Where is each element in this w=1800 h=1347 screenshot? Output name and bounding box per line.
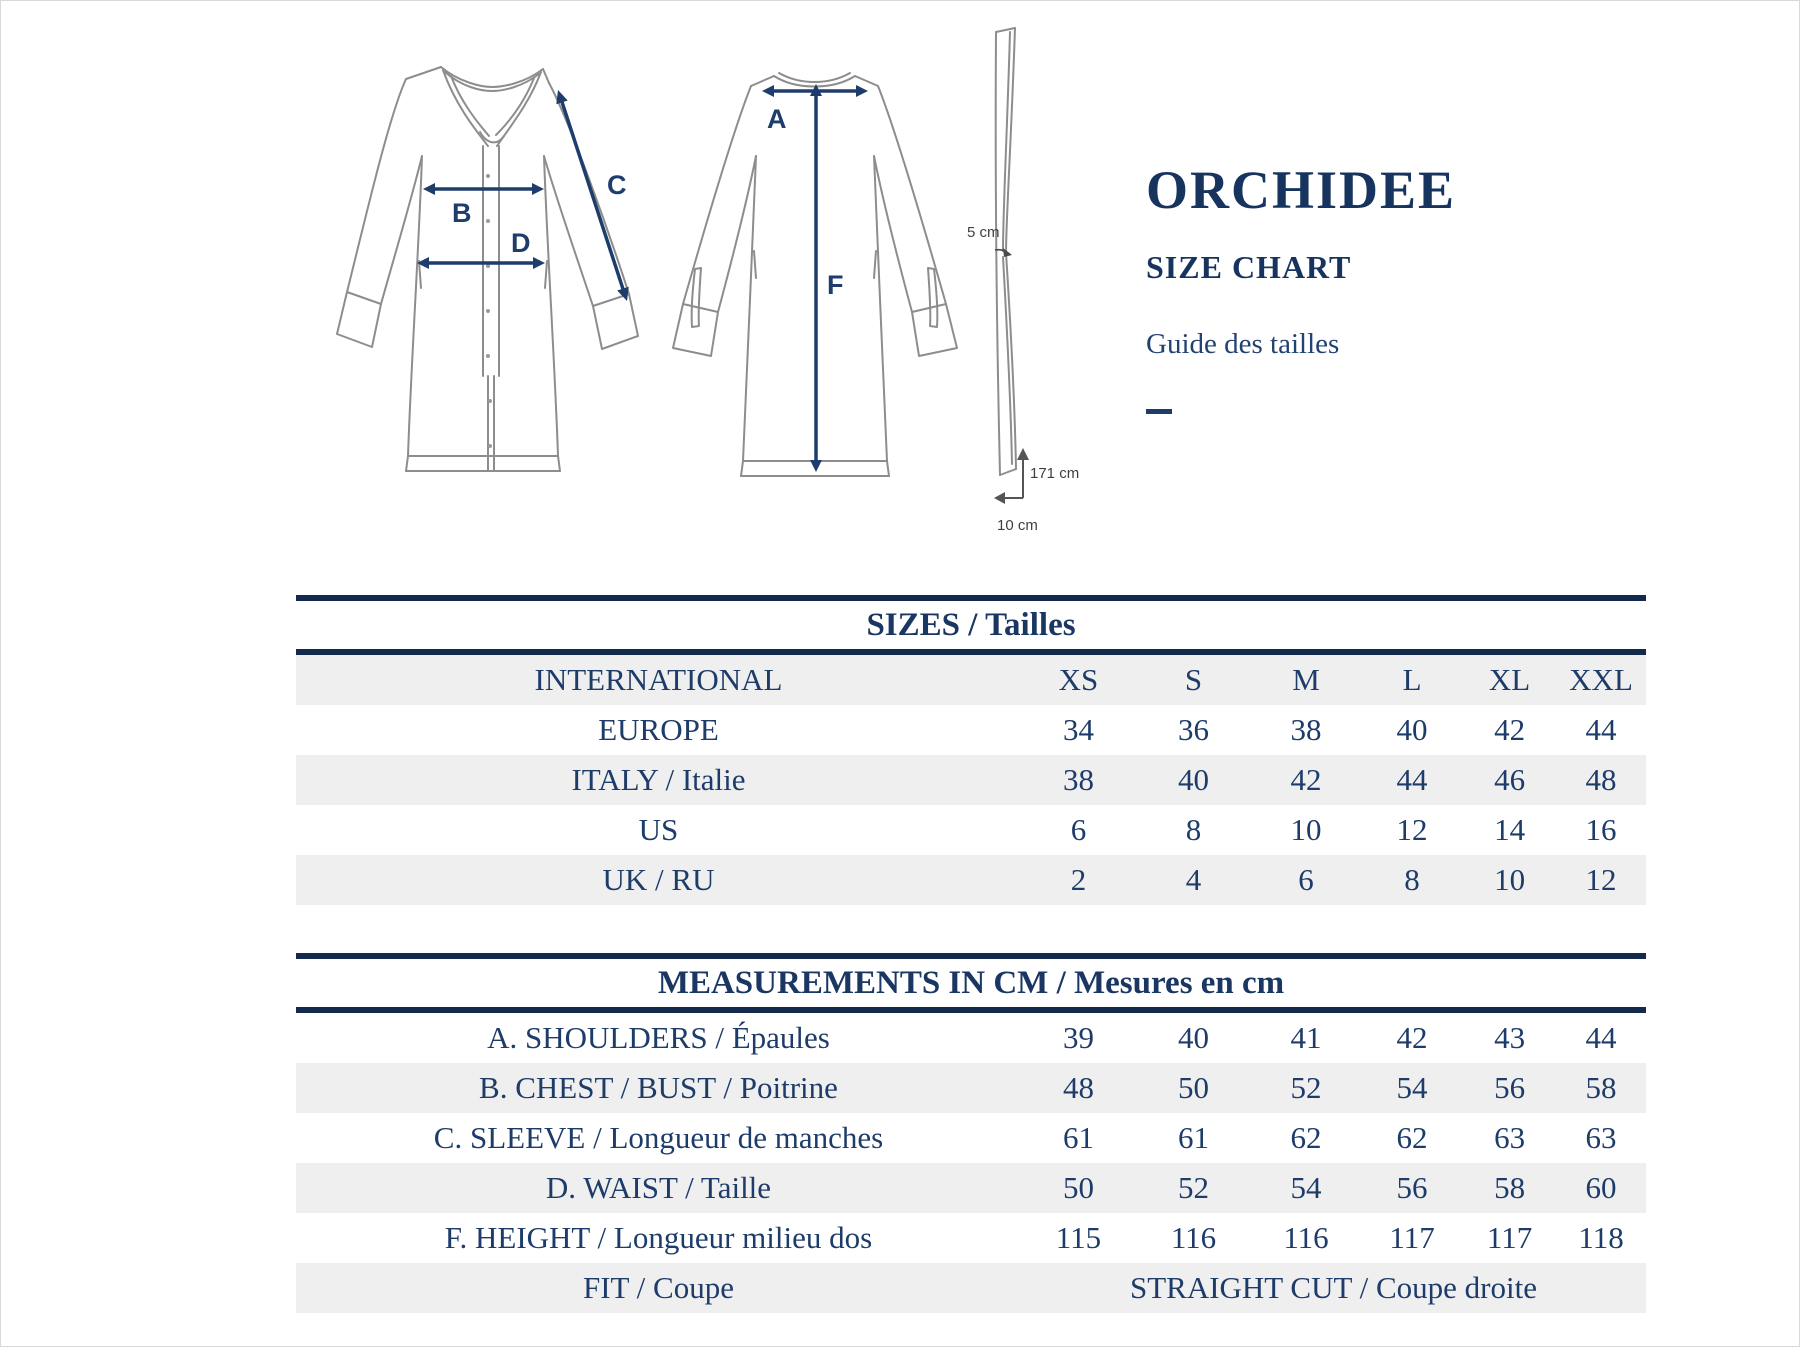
size-value: 6 [1070,812,1087,847]
table-row [296,1113,1646,1163]
table-row [296,755,1646,805]
side-seam-label: 5 cm [967,224,1000,241]
size-value: 48 [1585,762,1617,797]
table-row [296,855,1646,905]
size-value: 12 [1396,812,1428,847]
measure-value: 50 [1177,1070,1209,1105]
table-row [296,805,1646,855]
table-row [296,705,1646,755]
row-label: EUROPE [598,712,719,747]
size-value: L [1402,662,1422,697]
size-value: 42 [1290,762,1322,797]
size-value: 8 [1185,812,1202,847]
table-row [296,1013,1646,1063]
measure-value: 54 [1290,1170,1322,1205]
side-hem-label: 10 cm [997,517,1038,534]
measure-value: 56 [1494,1070,1526,1105]
front-view-diagram [331,56,681,531]
title-divider [1146,409,1172,414]
row-label: C. SLEEVE / Longueur de manches [433,1120,884,1155]
size-value: 12 [1585,862,1617,897]
back-measure-arrows [762,84,868,472]
measure-label-d: D [511,228,531,258]
size-value: 40 [1177,762,1209,797]
row-label: INTERNATIONAL [534,662,783,697]
measure-value: 52 [1290,1070,1322,1105]
measure-value: 48 [1062,1070,1094,1105]
sizes-table-title: SIZES / Tailles [866,607,1076,643]
size-value: 38 [1290,712,1322,747]
measure-value: 54 [1396,1070,1428,1105]
measure-value: 43 [1494,1020,1526,1055]
size-value: XL [1488,662,1531,697]
measure-value: 58 [1494,1170,1526,1205]
size-value: 38 [1062,762,1094,797]
measure-value: 118 [1578,1220,1624,1255]
measure-value: 115 [1055,1220,1102,1255]
size-value: 2 [1070,862,1087,897]
size-value: XS [1058,662,1099,697]
measurements-table-title: MEASUREMENTS IN CM / Mesures en cm [657,965,1285,1001]
measure-value: 116 [1170,1220,1217,1255]
size-value: 36 [1177,712,1209,747]
measure-value: 44 [1585,1020,1617,1055]
page-title: ORCHIDEE [1146,160,1457,220]
size-value: M [1292,662,1320,697]
fit-value: STRAIGHT CUT / Coupe droite [1129,1270,1537,1305]
size-value: 34 [1062,712,1094,747]
title-block [1146,159,1456,414]
measure-value: 52 [1177,1170,1209,1205]
sizes-table [296,655,1646,905]
measure-value: 50 [1062,1170,1094,1205]
table-row [296,655,1646,705]
measure-value: 116 [1283,1220,1329,1255]
row-label: D. WAIST / Taille [545,1170,772,1205]
size-value: 6 [1298,862,1314,897]
side-seam-pointer [995,248,1012,257]
measure-label-c: C [607,170,627,200]
measure-value: 41 [1290,1020,1322,1055]
row-label: FIT / Coupe [582,1270,734,1305]
table-row [296,1263,1646,1313]
measure-value: 117 [1486,1220,1533,1255]
front-measure-arrows [417,90,629,301]
size-value: XXL [1569,662,1633,697]
measure-value: 58 [1585,1070,1617,1105]
measure-label-f: F [827,270,844,300]
row-label: B. CHEST / BUST / Poitrine [479,1070,838,1105]
measure-label-a: A [767,104,787,134]
measure-value: 63 [1585,1120,1617,1155]
size-value: 8 [1404,862,1420,897]
size-value: 4 [1185,862,1202,897]
back-view-diagram [661,56,991,516]
measure-label-b: B [452,198,472,228]
measurements-table-block [296,953,1646,1313]
side-height-label: 171 cm [1030,465,1080,482]
row-label: A. SHOULDERS / Épaules [487,1020,830,1055]
size-value: 44 [1396,762,1428,797]
size-value: 10 [1290,812,1322,847]
size-value: S [1184,662,1203,697]
measure-value: 61 [1177,1120,1209,1155]
size-value: 46 [1494,762,1526,797]
table-row [296,1063,1646,1113]
measure-value: 56 [1396,1170,1428,1205]
row-label: UK / RU [602,862,715,897]
front-garment-outline [337,67,638,471]
size-value: 42 [1494,712,1526,747]
measure-value: 62 [1396,1120,1428,1155]
measure-value: 40 [1177,1020,1209,1055]
table-row [296,1213,1646,1263]
table-row [296,1163,1646,1213]
measurements-table [296,1013,1646,1313]
measure-value: 63 [1494,1120,1526,1155]
measure-value: 60 [1585,1170,1617,1205]
measure-value: 42 [1396,1020,1428,1055]
sizes-table-block [296,595,1646,905]
row-label: US [638,812,679,847]
size-value: 10 [1494,862,1526,897]
size-chart-heading: SIZE CHART [1146,249,1352,285]
size-value: 16 [1585,812,1617,847]
measure-value: 62 [1290,1120,1322,1155]
row-label: F. HEIGHT / Longueur milieu dos [444,1220,873,1255]
measure-value: 61 [1062,1120,1094,1155]
size-value: 14 [1494,812,1526,847]
size-value: 44 [1585,712,1617,747]
size-value: 40 [1396,712,1428,747]
measure-value: 39 [1062,1020,1094,1055]
guide-des-tailles-subtitle: Guide des tailles [1146,328,1340,360]
row-label: ITALY / Italie [571,762,746,797]
measure-value: 117 [1389,1220,1435,1255]
